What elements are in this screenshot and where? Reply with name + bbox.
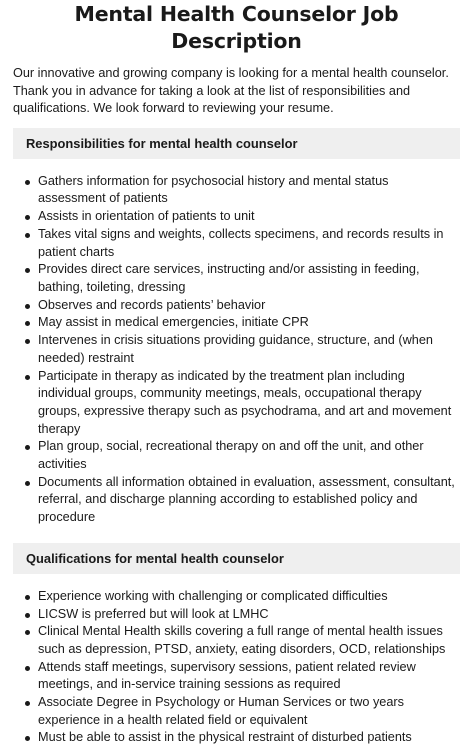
bullet-icon <box>25 666 30 671</box>
bullet-icon <box>25 339 30 344</box>
list-item <box>38 659 458 694</box>
list-item <box>38 438 458 473</box>
list-item-text: Gathers information for psychosocial history and mental status assessment of patients <box>38 173 389 206</box>
intro-paragraph: Our innovative and growing company is looking for a mental health counselor. Thank you in advance for taking a look at the list of responsibilities and qualifications. We look forward to reviewing your resume. <box>13 66 449 116</box>
bullet-icon <box>25 630 30 635</box>
list-item <box>38 297 458 315</box>
list-item <box>38 368 458 439</box>
bullet-icon <box>25 481 30 486</box>
bullet-icon <box>25 375 30 380</box>
responsibilities-list <box>13 173 460 527</box>
list-item <box>38 314 458 332</box>
list-item-text: Provides direct care services, instructing and/or assisting in feeding, bathing, toileting, dressing <box>38 262 420 294</box>
bullet-icon <box>25 613 30 618</box>
list-item <box>38 173 458 208</box>
list-item-text: Observes and records patients’ behavior <box>38 297 266 312</box>
list-item-text: Must be able to assist in the physical restraint of disturbed patients <box>38 730 412 745</box>
list-item-text: Takes vital signs and weights, collects specimens, and records results in patient charts <box>38 226 444 259</box>
list-item <box>38 474 458 527</box>
list-item <box>38 261 458 296</box>
responsibilities-heading: Responsibilities for mental health counselor <box>13 128 460 159</box>
bullet-icon <box>25 215 30 220</box>
list-item <box>38 694 458 729</box>
qualifications-list <box>13 588 460 747</box>
list-item-text: Attends staff meetings, supervisory sessions, patient related review meetings, and in-service training sessions as required <box>38 659 416 692</box>
bullet-icon <box>25 736 30 741</box>
list-item-text: Experience working with challenging or complicated difficulties <box>38 588 388 603</box>
bullet-icon <box>25 180 30 185</box>
list-item <box>38 226 458 261</box>
list-item <box>38 729 458 747</box>
bullet-icon <box>25 595 30 600</box>
list-item-text: Clinical Mental Health skills covering a full range of mental health issues such as depression, PTSD, anxiety, eating disorders, OCD, relationships <box>38 624 446 656</box>
list-item-text: Intervenes in crisis situations providing guidance, structure, and (when needed) restraint <box>38 333 433 365</box>
bullet-icon <box>25 321 30 326</box>
bullet-icon <box>25 268 30 273</box>
list-item-text: Associate Degree in Psychology or Human Services or two years experience in a health related field or equivalent <box>38 695 404 727</box>
list-item <box>38 208 458 226</box>
list-item-text: LICSW is preferred but will look at LMHC <box>38 606 269 621</box>
list-item <box>38 606 458 624</box>
list-item-text: Documents all information obtained in evaluation, assessment, consultant, referral, and discharge planning according to established policy and procedure <box>38 474 455 525</box>
bullet-icon <box>25 304 30 309</box>
list-item <box>38 332 458 367</box>
page-title: Mental Health Counselor Job Description <box>74 2 399 53</box>
bullet-icon <box>25 233 30 238</box>
list-item <box>38 588 458 606</box>
bullet-icon <box>25 701 30 706</box>
list-item <box>38 623 458 658</box>
qualifications-heading: Qualifications for mental health counselor <box>13 543 460 574</box>
list-item-text: May assist in medical emergencies, initiate CPR <box>38 315 309 330</box>
list-item-text: Assists in orientation of patients to unit <box>38 209 255 224</box>
bullet-icon <box>25 445 30 450</box>
list-item-text: Plan group, social, recreational therapy on and off the unit, and other activities <box>38 439 424 472</box>
list-item-text: Participate in therapy as indicated by the treatment plan including individual groups, community meetings, meals, occupational therapy groups, expressive therapy such as psychodrama, and art and movement therapy <box>38 368 452 436</box>
